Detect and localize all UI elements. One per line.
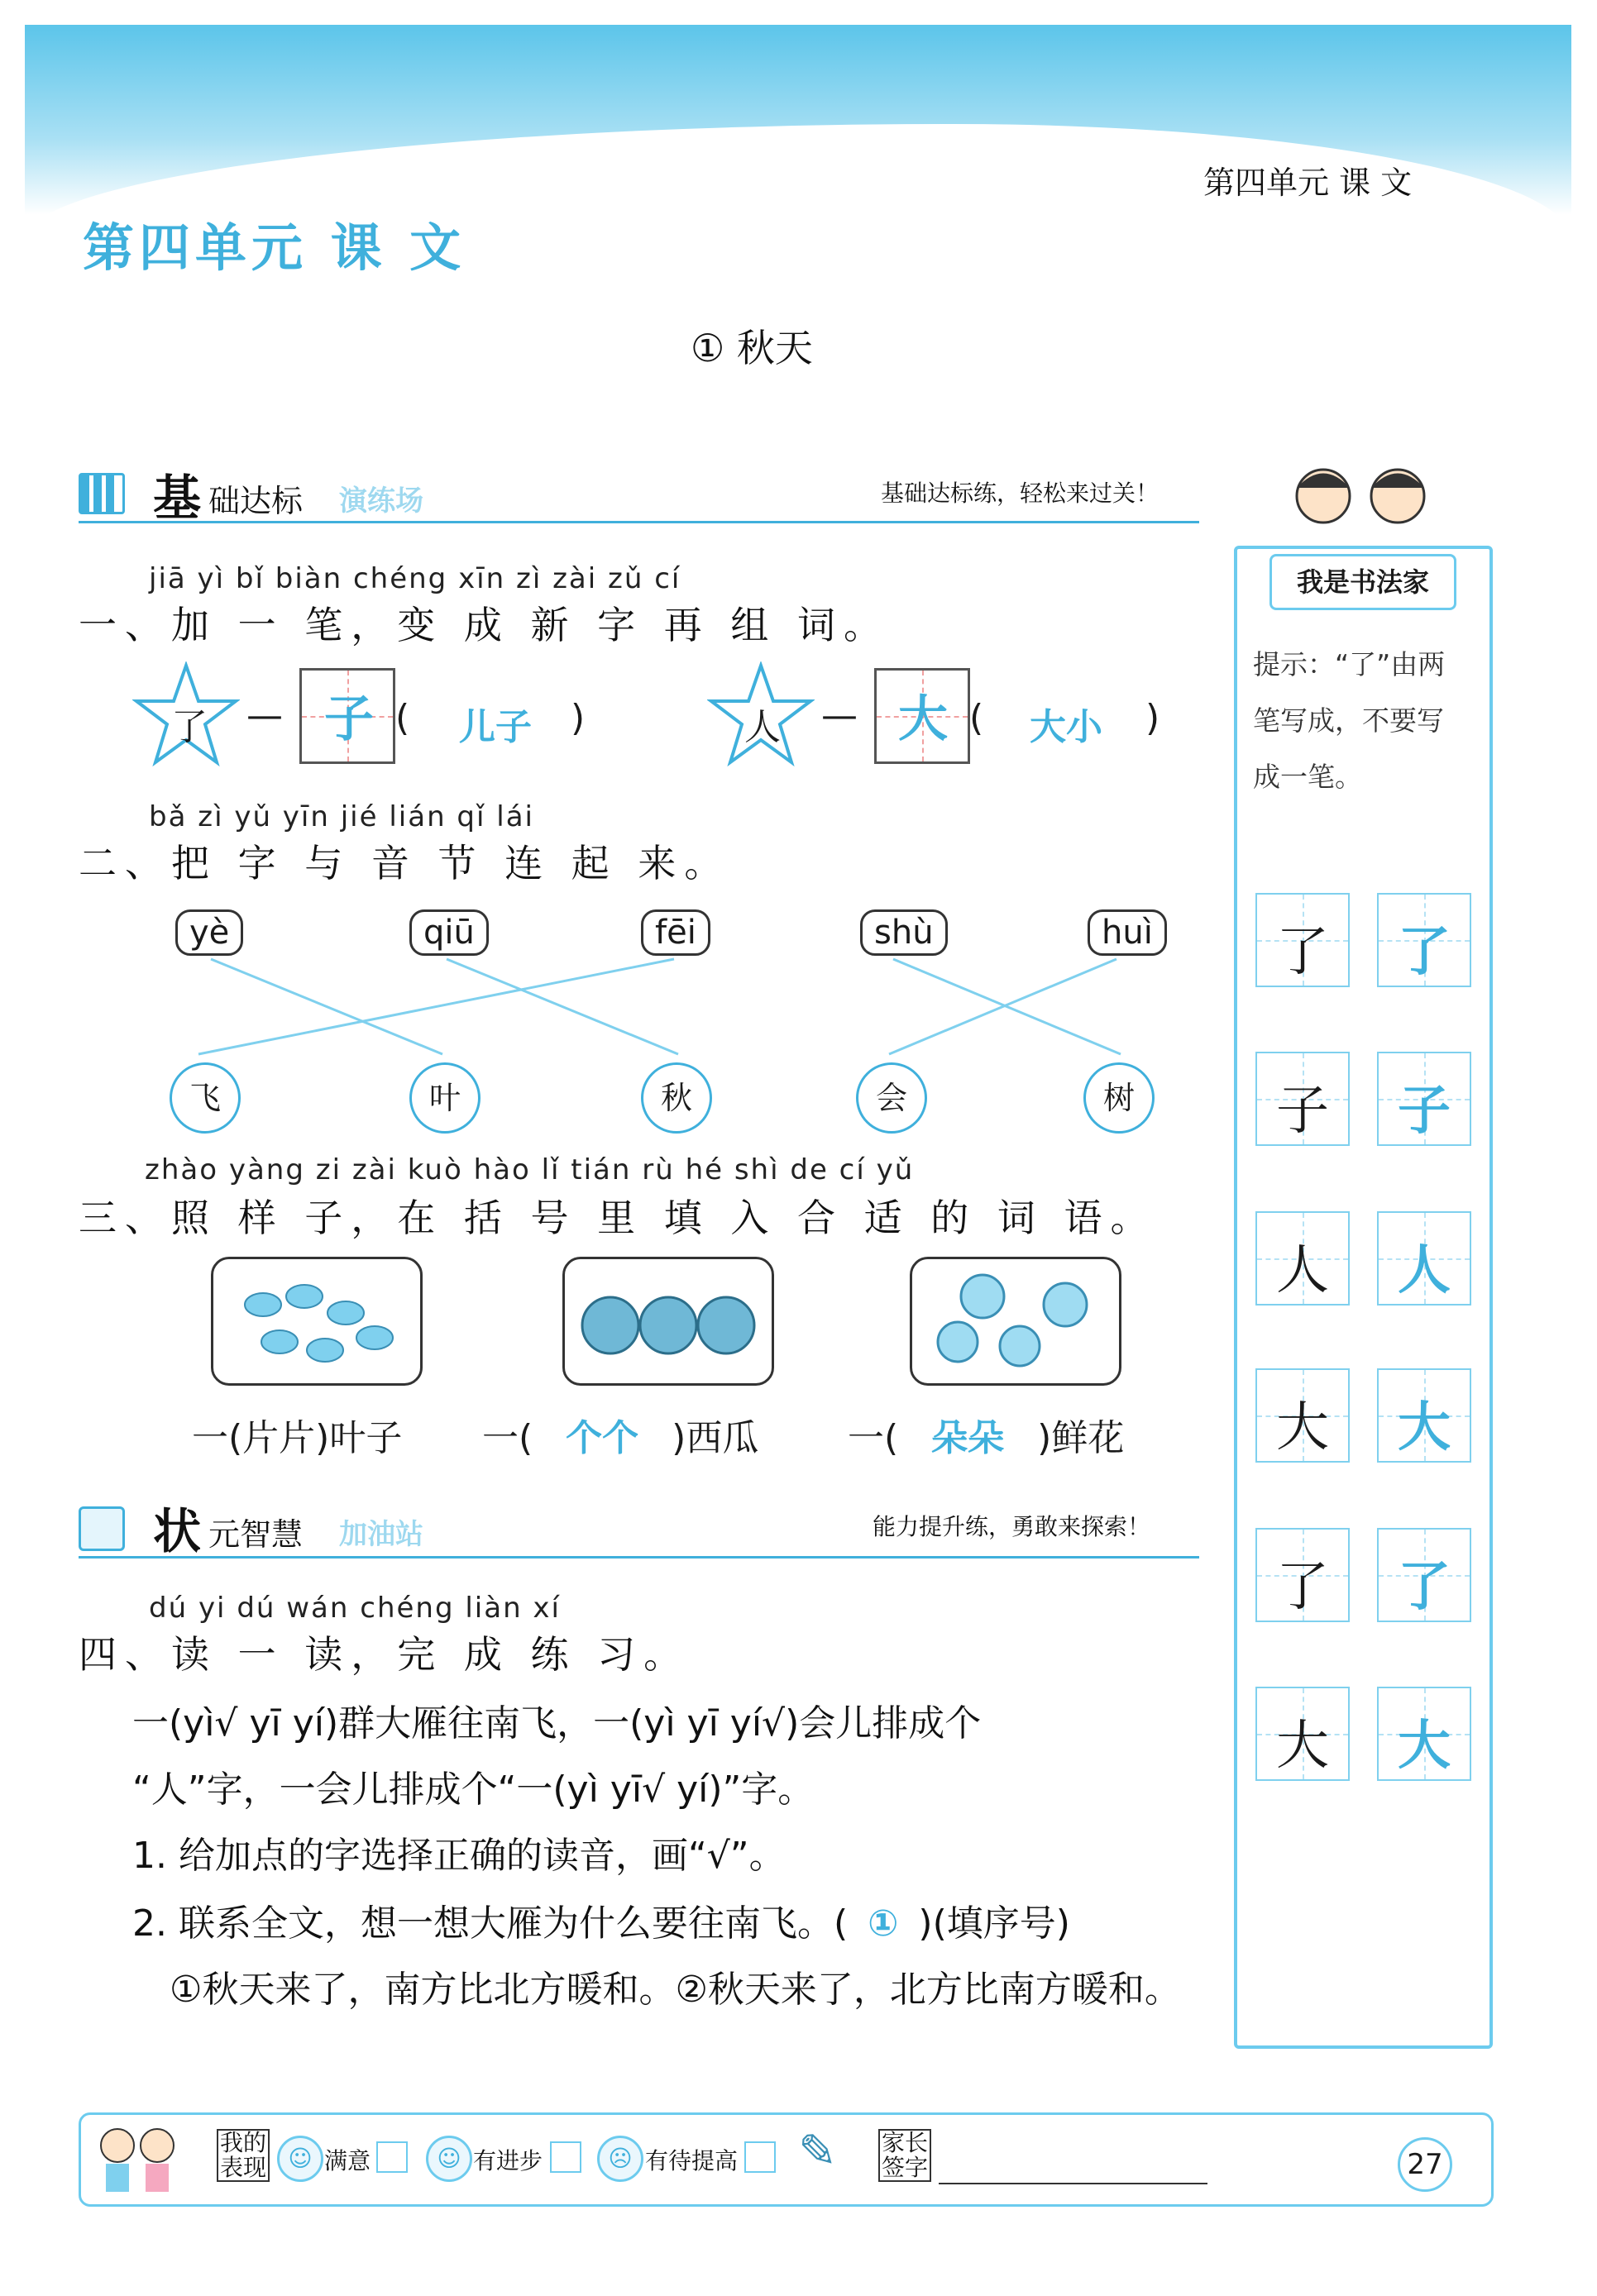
improve-face-icon: ☹ xyxy=(597,2136,643,2182)
section-advanced-big: 状 xyxy=(153,1503,202,1559)
q4-subquestion-2 xyxy=(132,1893,1070,1946)
section-advanced-slogan: 能力提升练，勇敢来探索！ xyxy=(873,1513,1151,1540)
q4-subquestion-1: 1. 给加点的字选择正确的读音，画“√”。 xyxy=(132,1835,786,1877)
q1-dash-2: — xyxy=(821,695,858,737)
q1-dash-1: — xyxy=(246,695,283,737)
practice-cell-hand xyxy=(1377,1211,1471,1306)
watermelon-picture-box xyxy=(562,1257,774,1386)
syllable-box-fei: fēi xyxy=(641,909,710,956)
q3-phrase-1-post: )叶子 xyxy=(315,1417,403,1459)
q3-phrase-1 xyxy=(192,1408,402,1461)
q4-pinyin: dú yi dú wán chéng liàn xí xyxy=(149,1592,562,1625)
improve-checkbox[interactable] xyxy=(744,2141,776,2173)
q2-pinyin: bǎ zì yǔ yīn jié lián qǐ lái xyxy=(149,800,534,833)
practice-cell-hand xyxy=(1377,893,1471,987)
syllable-box-hui: huì xyxy=(1088,909,1167,956)
practice-hand-char: 人 xyxy=(1398,1240,1451,1301)
q1-new-char-1: 子 xyxy=(324,690,374,748)
satisfied-label: 满意 xyxy=(324,2147,371,2174)
q3-phrase-2-pre: 一( xyxy=(482,1417,533,1459)
practice-print-char: 大 xyxy=(1276,1397,1329,1458)
bear-char-fei: 飞 xyxy=(170,1062,241,1134)
q2-title: 二、把 字 与 音 节 连 起 来。 xyxy=(79,841,731,885)
parent-sign-line[interactable] xyxy=(939,2183,1207,2184)
practice-cell-print xyxy=(1255,1528,1350,1622)
q3-phrase-1-pre: 一( xyxy=(192,1417,243,1459)
section-basic-tag: 演练场 xyxy=(339,484,423,518)
lesson-title: ① 秋天 xyxy=(691,326,813,370)
tip-line-1: 提示：“了”由两 xyxy=(1253,648,1446,680)
practice-cell-hand xyxy=(1377,1528,1471,1622)
hand-pointer-icon xyxy=(79,1506,125,1551)
progress-label: 有进步 xyxy=(473,2147,543,2174)
q3-title: 三、照 样 子，在 括 号 里 填 入 合 适 的 词 语。 xyxy=(79,1196,1157,1240)
q1-pinyin: jiā yì bǐ biàn chéng xīn zì zài zǔ cí xyxy=(149,562,681,595)
q4-sub2-post: )(填序号) xyxy=(918,1902,1070,1945)
bar-chart-icon xyxy=(79,473,125,514)
section-advanced-tag: 加油站 xyxy=(339,1518,423,1551)
q1-base-char-2: 人 xyxy=(744,706,781,748)
q1-lparen-1: ( xyxy=(395,697,410,739)
my-performance-label: 我的表现 xyxy=(217,2129,270,2182)
flowers-picture-box xyxy=(910,1257,1121,1386)
pen-icon: ✎ xyxy=(798,2125,837,2179)
q3-phrase-3-post: )鲜花 xyxy=(1037,1417,1125,1459)
unit-title: 第四单元 课 文 xyxy=(83,217,466,278)
practice-cell-print xyxy=(1255,1052,1350,1146)
practice-print-char: 了 xyxy=(1276,1557,1329,1618)
satisfied-face-icon: ☺ xyxy=(277,2136,323,2182)
parent-sign-label: 家长签字 xyxy=(878,2129,931,2182)
syllable-box-qiu: qiū xyxy=(409,909,489,956)
syllable-box-shu: shù xyxy=(860,909,948,956)
improve-label: 有待提高 xyxy=(645,2147,739,2174)
practice-hand-char: 了 xyxy=(1398,1557,1451,1618)
calligraphy-tip xyxy=(1253,637,1445,805)
bear-char-ye: 叶 xyxy=(409,1062,481,1134)
q3-phrase-3 xyxy=(848,1408,1124,1461)
q4-sub2-answer: ① xyxy=(868,1902,899,1945)
progress-checkbox[interactable] xyxy=(550,2141,581,2173)
flower-icon xyxy=(912,1259,1119,1383)
practice-cell-hand xyxy=(1377,1687,1471,1781)
practice-print-char: 子 xyxy=(1276,1081,1329,1142)
q1-rparen-1: ) xyxy=(571,697,586,739)
corner-title: 第四单元 课 文 xyxy=(1203,165,1413,201)
practice-cell-hand xyxy=(1377,1368,1471,1463)
q1-title: 一、加 一 笔，变 成 新 字 再 组 词。 xyxy=(79,603,890,647)
progress-face-icon: ☺ xyxy=(426,2136,472,2182)
q1-new-char-2: 大 xyxy=(898,690,948,748)
q1-word-2: 大小 xyxy=(1030,706,1102,748)
q4-options: ①秋天来了，南方比北方暖和。②秋天来了，北方比南方暖和。 xyxy=(170,1969,1181,2011)
practice-hand-char: 了 xyxy=(1398,922,1451,983)
practice-cell-print xyxy=(1255,1211,1350,1306)
q3-phrase-2-post: )西瓜 xyxy=(672,1417,759,1459)
q1-lparen-2: ( xyxy=(969,697,984,739)
q4-passage-line-1: 一(yì√ yī yí)群大雁往南飞，一(yì yī yí√)会儿排成个 xyxy=(132,1702,982,1745)
bear-char-hui: 会 xyxy=(856,1062,927,1134)
leaves-picture-box xyxy=(211,1257,423,1386)
watermelon-icon xyxy=(565,1259,772,1383)
q4-sub2-pre: 2. 联系全文，想一想大雁为什么要往南飞。( xyxy=(132,1902,849,1945)
syllable-box-ye: yè xyxy=(175,909,243,956)
q3-phrase-3-pre: 一( xyxy=(848,1417,899,1459)
practice-hand-char: 大 xyxy=(1398,1397,1451,1458)
footer-kids-illustration xyxy=(91,2121,182,2195)
q1-base-char-1: 了 xyxy=(171,706,208,748)
practice-cell-hand xyxy=(1377,1052,1471,1146)
q1-word-1: 儿子 xyxy=(459,706,532,748)
section-basic-big: 基 xyxy=(153,470,202,526)
practice-print-char: 人 xyxy=(1276,1240,1329,1301)
satisfied-checkbox[interactable] xyxy=(376,2141,408,2173)
q3-phrase-1-ans: 片片 xyxy=(242,1417,316,1459)
section-advanced-small: 元智慧 xyxy=(208,1516,304,1553)
kids-icon xyxy=(1269,459,1451,550)
q4-title: 四、读 一 读，完 成 练 习。 xyxy=(79,1632,691,1677)
practice-hand-char: 子 xyxy=(1398,1081,1451,1142)
practice-cell-print xyxy=(1255,1687,1350,1781)
practice-hand-char: 大 xyxy=(1398,1716,1451,1777)
practice-cell-print xyxy=(1255,893,1350,987)
q4-passage-line-2: “人”字，一会儿排成个“一(yì yī√ yí)”字。 xyxy=(132,1769,815,1811)
section-basic-slogan: 基础达标练，轻松来过关！ xyxy=(881,480,1159,507)
calligrapher-badge: 我是书法家 xyxy=(1269,554,1456,610)
bear-char-shu: 树 xyxy=(1083,1062,1155,1134)
bear-char-qiu: 秋 xyxy=(641,1062,712,1134)
q1-rparen-2: ) xyxy=(1145,697,1160,739)
q3-phrase-2-ans: 个个 xyxy=(566,1417,639,1459)
q3-phrase-3-ans: 朵朵 xyxy=(931,1417,1005,1459)
kids-icon xyxy=(91,2121,182,2195)
practice-print-char: 大 xyxy=(1276,1716,1329,1777)
kids-illustration xyxy=(1269,459,1451,550)
practice-cell-print xyxy=(1255,1368,1350,1463)
tip-line-2: 笔写成，不要写 xyxy=(1253,704,1444,737)
tip-line-3: 成一笔。 xyxy=(1253,761,1362,793)
section-basic-small: 础达标 xyxy=(208,483,304,519)
q3-pinyin: zhào yàng zi zài kuò hào lǐ tián rù hé shì de cí yǔ xyxy=(145,1153,915,1186)
practice-print-char: 了 xyxy=(1276,922,1329,983)
leaves-icon xyxy=(213,1259,420,1383)
q3-phrase-2 xyxy=(482,1408,758,1461)
page-number: 27 xyxy=(1398,2137,1452,2192)
